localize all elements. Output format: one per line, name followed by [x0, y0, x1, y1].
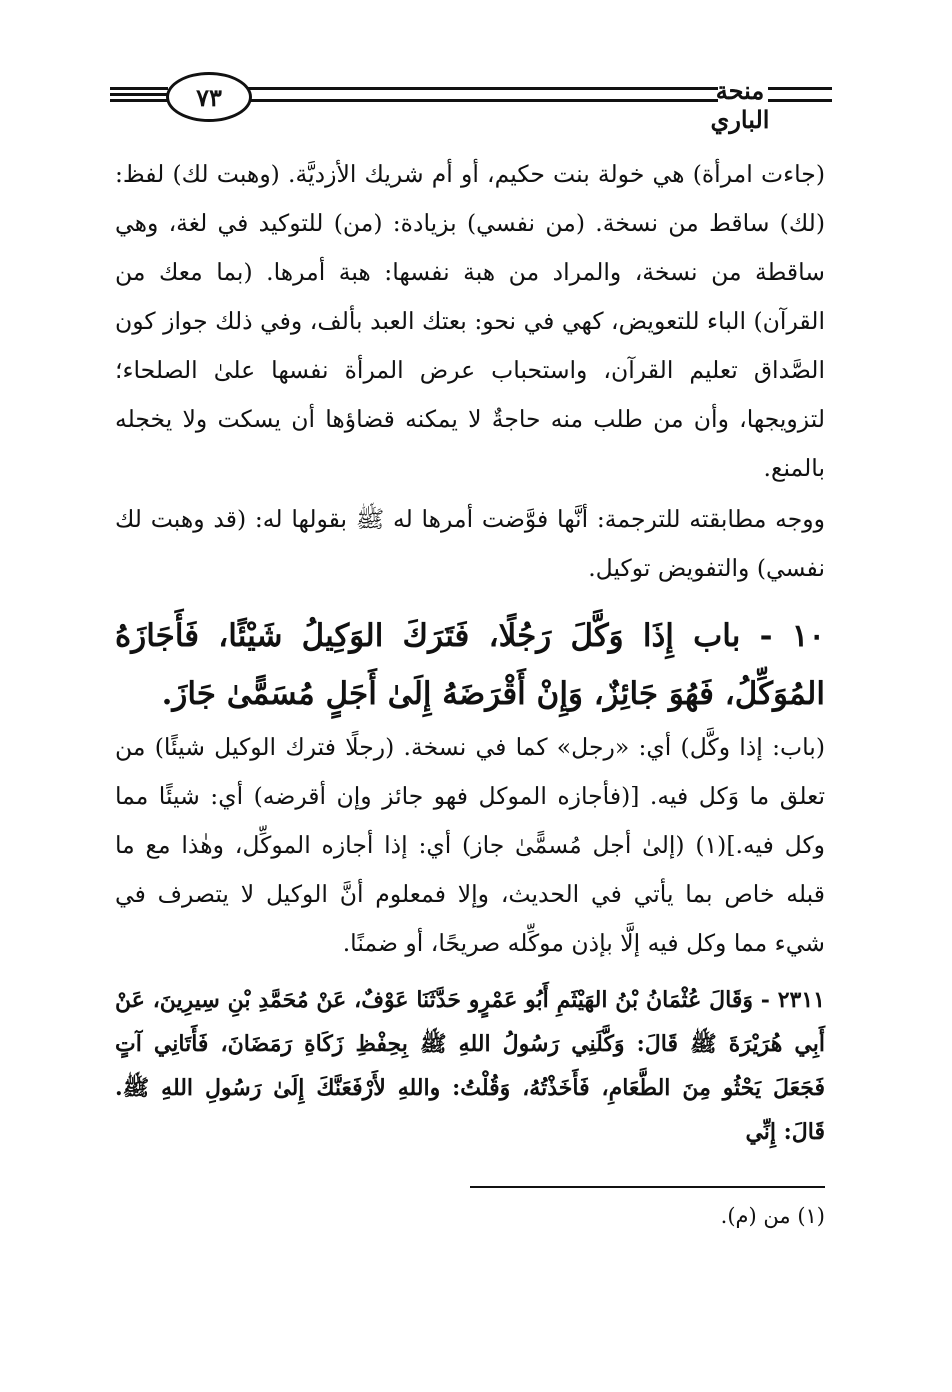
commentary-paragraph: (جاءت امرأة) هي خولة بنت حكيم، أو أم شريك الأزديَّة. (وهبت لك) لفظ: (لك) ساقط من نسخة. (من نفسي) بزيادة: (من) للتوكيد في لغة، وهي ساقطة من نسخة، والمراد من هبة نفسها: هبة أمرها. (بما معك من القرآن) الباء للتعويض، كهي في نحو: بعتك العبد بألف، وفي ذلك جواز كون الصَّداق تعليم القرآن، واستحباب عرض المرأة نفسها علىٰ الصلحاء؛ لتزويجها، وأن من طلب منه حاجةٌ لا يمكنه قضاؤها أن يسكت ولا يخجله بالمنع.	[115, 160, 825, 482]
divider	[110, 99, 168, 102]
footnote: (١) من (م).	[720, 1204, 825, 1228]
chapter-heading: ١٠ - باب إِذَا وَكَّلَ رَجُلًا، فَتَرَكَ الوَكِيلُ شَيْئًا، فَأَجَازَهُ المُوَكِّلُ، فَهُوَ جَائِزٌ، وَإِنْ أَقْرَضَهُ إِلَىٰ أَجَلٍ مُسَمًّىٰ جَازَ.	[115, 618, 825, 712]
page-number: ٧٣	[166, 72, 252, 122]
page-header	[110, 62, 832, 134]
divider	[110, 87, 168, 90]
hadith-text: ٢٣١١ - وَقَالَ عُثْمَانُ بْنُ الهَيْثَمِ أَبُو عَمْرٍو حَدَّثَنَا عَوْفٌ، عَنْ مُحَمَّدِ بْنِ سِيرِينَ، عَنْ أَبِي هُرَيْرَةَ ﷺ قَالَ: وَكَّلَنِي رَسُولُ اللهِ ﷺ بِحِفْظِ زَكَاةِ رَمَضَانَ، فَأَتَانِي آتٍ فَجَعَلَ يَحْثُو مِنَ الطَّعَامِ، فَأَخَذْتُهُ، وَقُلْتُ: واللهِ لأَرْفَعَنَّكَ إِلَىٰ رَسُولِ اللهِ ﷺ. قَالَ: إِنِّي	[115, 987, 825, 1145]
footnote-divider	[470, 1186, 825, 1188]
divider	[110, 93, 168, 96]
divider	[768, 99, 832, 102]
divider	[768, 87, 832, 90]
divider	[246, 87, 718, 90]
divider	[246, 99, 718, 102]
book-title: منحة الباري	[710, 76, 770, 134]
page-body	[115, 150, 825, 1154]
commentary-paragraph: ووجه مطابقته للترجمة: أنَّها فوَّضت أمرها له ﷺ بقولها له: (قد وهبت لك نفسي) والتفويض توكيل.	[115, 505, 825, 582]
commentary-paragraph: (باب: إذا وكَّل) أي: «رجل» كما في نسخة. (رجلًا فترك الوكيل شيئًا) من تعلق ما وَكل فيه. [(فأجازه الموكل فهو جائز وإن أقرضه) أي: شيئًا مما وكل فيه.](١) (إلىٰ أجل مُسمًّىٰ جاز) أي: إذا أجازه الموكِّل، وهٰذا مع ما قبله خاص بما يأتي في الحديث، وإلا فمعلوم أنَّ الوكيل لا يتصرف في شيء مما وكل فيه إلَّا بإذن موكِّله صريحًا، أو ضمنًا.	[115, 733, 825, 957]
